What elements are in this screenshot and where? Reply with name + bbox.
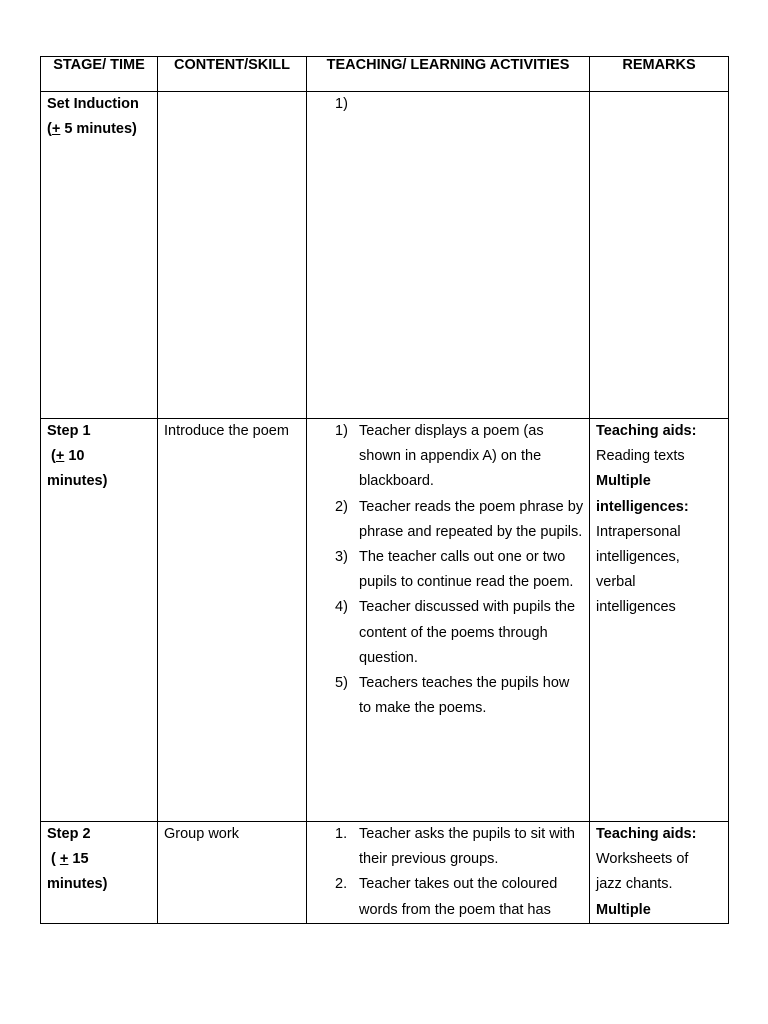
remarks-cell	[590, 419, 729, 822]
remarks-cell	[590, 92, 729, 419]
list-item: 3) The teacher calls out one or two pupils to continue read the poem.	[335, 549, 574, 591]
mi-label: Multiple	[596, 473, 651, 490]
stage-title: Step 2	[47, 826, 91, 842]
mi-value: intelligences,	[596, 549, 680, 566]
list-item: 1. Teacher asks the pupils to sit with their previous groups.	[335, 826, 575, 868]
stage-time: ( + 15	[47, 851, 89, 868]
table-row	[41, 92, 729, 419]
list-item: 1)	[335, 96, 348, 112]
mi-label-cont: intelligences:	[596, 498, 689, 515]
stage-title: Step 1	[47, 423, 91, 439]
table-row	[41, 822, 729, 924]
mi-value: Intrapersonal	[596, 523, 681, 540]
content-cell	[158, 92, 307, 419]
teaching-aids-label: Teaching aids:	[596, 423, 697, 439]
header-content-skill: CONTENT/SKILL	[158, 57, 307, 92]
list-item: 4) Teacher discussed with pupils the content of the poems through question.	[335, 599, 576, 666]
stage-time: (+ 5 minutes)	[47, 121, 137, 138]
header-stage-time: STAGE/ TIME	[41, 57, 158, 92]
list-item: 2) Teacher reads the poem phrase by phrase and repeated by the pupils.	[335, 498, 584, 540]
teaching-aids-value: jazz chants.	[596, 876, 673, 893]
activities-cell	[307, 822, 590, 924]
content-cell: Introduce the poem	[158, 419, 307, 822]
list-item: 5) Teachers teaches the pupils how to make the poems.	[335, 675, 570, 717]
header-activities: TEACHING/ LEARNING ACTIVITIES	[307, 57, 590, 92]
stage-time: (+ 10	[47, 448, 85, 465]
teaching-aids-label: Teaching aids:	[596, 826, 697, 842]
list-item: 1) Teacher displays a poem (as shown in appendix A) on the blackboard.	[335, 423, 544, 490]
teaching-aids-value: Worksheets of	[596, 851, 689, 868]
content-cell: Group work	[158, 822, 307, 924]
lesson-plan-table	[40, 56, 729, 924]
mi-label: Multiple	[596, 901, 651, 918]
remarks-cell	[590, 822, 729, 924]
mi-value: intelligences	[596, 599, 676, 616]
mi-value: verbal	[596, 574, 636, 591]
table-row	[41, 419, 729, 822]
list-item: 2. Teacher takes out the coloured words from the poem that has	[335, 876, 558, 918]
table-header-row	[41, 57, 729, 92]
header-remarks: REMARKS	[590, 57, 729, 92]
activities-cell	[307, 419, 590, 822]
stage-time-cont: minutes)	[47, 473, 108, 490]
stage-cell	[41, 419, 158, 822]
stage-cell	[41, 822, 158, 924]
activities-cell	[307, 92, 590, 419]
teaching-aids-value: Reading texts	[596, 448, 685, 465]
stage-cell	[41, 92, 158, 419]
stage-title: Set Induction	[47, 96, 139, 112]
stage-time-cont: minutes)	[47, 876, 108, 893]
